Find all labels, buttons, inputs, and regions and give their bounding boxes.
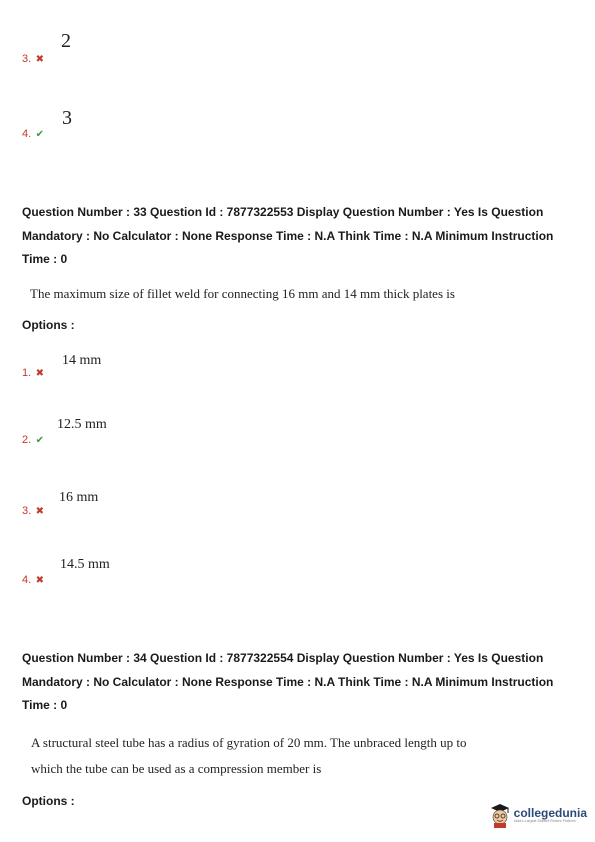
option-value: 2 — [61, 30, 71, 52]
option-value: 16 mm — [59, 490, 99, 505]
mascot-icon — [489, 802, 511, 828]
q33-option-4 — [22, 570, 44, 588]
logo-tagline: India's Largest Student Review Platform — [513, 818, 576, 823]
option-number: 2. — [22, 434, 32, 446]
check-mark-icon: ✔ — [35, 129, 45, 140]
prev-option-3 — [22, 49, 44, 67]
wrong-mark-icon: ✖ — [35, 506, 45, 517]
option-number: 3. — [22, 53, 32, 65]
question-34-text-line-2: which the tube can be used as a compression member is — [31, 761, 322, 776]
option-number: 4. — [22, 574, 32, 586]
option-number: 3. — [22, 505, 32, 517]
option-number: 1. — [22, 367, 32, 379]
question-34-header: Question Number : 34 Question Id : 7877322554 Display Question Number : Yes Is Question Mandatory : No Calculator : None Response Time : N.A Think Time : N.A Minimum Instruction Time : 0 — [22, 651, 554, 712]
option-value: 3 — [62, 107, 72, 129]
logo-brand: collegedunia — [513, 805, 587, 820]
question-33-header: Question Number : 33 Question Id : 7877322553 Display Question Number : Yes Is Question Mandatory : No Calculator : None Response Time : N.A Think Time : N.A Minimum Instruction Time : 0 — [22, 205, 554, 266]
check-mark-icon: ✔ — [35, 435, 45, 446]
q33-option-2 — [22, 430, 44, 448]
wrong-mark-icon: ✖ — [35, 54, 45, 65]
options-label: Options : — [22, 794, 75, 808]
question-33-text: The maximum size of fillet weld for connecting 16 mm and 14 mm thick plates is — [30, 286, 455, 301]
wrong-mark-icon: ✖ — [35, 575, 45, 586]
q33-option-1 — [22, 363, 44, 381]
prev-option-4 — [22, 124, 44, 142]
option-value: 12.5 mm — [57, 417, 107, 432]
wrong-mark-icon: ✖ — [35, 368, 45, 379]
options-label: Options : — [22, 318, 75, 332]
q33-option-3 — [22, 501, 44, 519]
question-34-text-line-1: A structural steel tube has a radius of gyration of 20 mm. The unbraced length up to — [31, 735, 467, 750]
collegedunia-logo — [489, 802, 587, 828]
option-value: 14 mm — [62, 353, 102, 368]
option-value: 14.5 mm — [60, 557, 110, 572]
option-number: 4. — [22, 128, 32, 140]
